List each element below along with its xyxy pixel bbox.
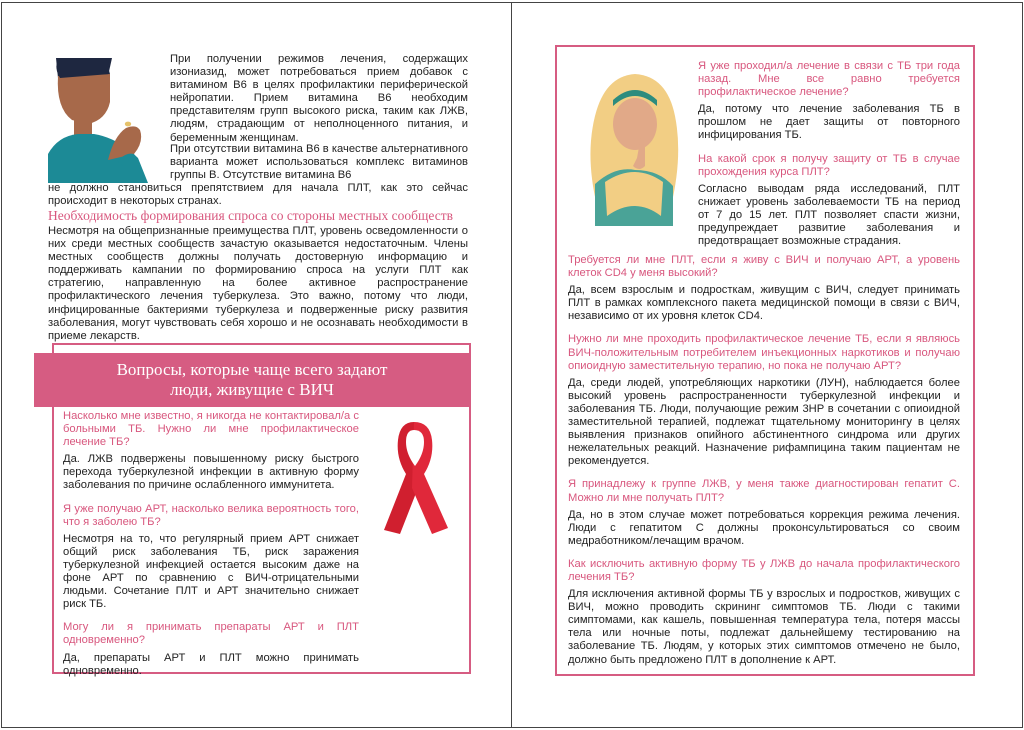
faq-question: Я уже получаю АРТ, насколько велика вероятность того, что я заболею ТБ? — [63, 502, 359, 528]
faq-answer: Согласно выводам ряда исследований, ПЛТ снижает уровень заболеваемости ТБ на период от 7 до 15 лет. ПЛТ позволяет спасти жизни, предупреждает развитие заболевания и предотвращает возможные страдания. — [698, 182, 960, 248]
intro-paragraph-1: При получении режимов лечения, содержащих изониазид, может потребоваться прием добавок с витамином B6 в целях профилактики периферической нейропатии. Прием витамина B6 необходим представителям групп высокого риска, таким как ЛЖВ, людям, страдающим от неполноценного питания, и беременным женщинам. — [170, 53, 468, 144]
faq-item — [698, 153, 960, 249]
faq-item — [568, 333, 960, 468]
section-text: Несмотря на общепризнанные преимущества ПЛТ, уровень осведомленности о них среди местных сообществ зачастую оказывается недостаточным. Члены местных сообществ должны получать достоверную информацию и поддерживать кампании по формированию спроса на услуги ПЛТ как стратегию, направленную на более активное распространение профилактического лечения туберкулеза. Это важно, потому что люди, инфицированные бактериями туберкулеза и подверженные риску развития заболевания, могут чувствовать себя хорошо и не осознавать необходимости в приеме лекарств. — [48, 225, 468, 342]
faq-list-left — [63, 410, 359, 688]
faq-item — [568, 558, 960, 667]
faq-item — [568, 478, 960, 547]
thinking-woman-illustration — [575, 66, 693, 226]
faq-item — [63, 410, 359, 493]
section-heading: Необходимость формирования спроса со стороны местных сообществ — [48, 208, 453, 223]
faq-question: Я уже проходил/а лечение в связи с ТБ три года назад. Мне все равно требуется профилактическое лечение? — [698, 60, 960, 99]
red-ribbon-icon — [378, 418, 452, 538]
faq-answer: Да, среди людей, употребляющих наркотики (ЛУН), наблюдается более высокий уровень распространенности туберкулезной инфекции и заболевания ТБ. Люди, получающие режим 3HP в сочетании с опиоидной заместительной терапией, подлежат тщательному мониторингу в целях выявления признаков опийного абстинентного синдрома или других нежелательных реакций. Назначение рифампицина таким пациентам не рекомендуется. — [568, 376, 960, 468]
faq-item — [63, 503, 359, 612]
faq-answer: Да, препараты АРТ и ПЛТ можно принимать одновременно. — [63, 651, 359, 677]
banner-line-2: люди, живущие с ВИЧ — [170, 380, 334, 399]
faq-item — [568, 254, 960, 323]
faq-answer: Да, потому что лечение заболевания ТБ в прошлом не дает защиты от повторного инфицирования ТБ. — [698, 103, 960, 142]
faq-answer: Несмотря на то, что регулярный прием АРТ снижает общий риск заболевания ТБ, риск заражения туберкулезной инфекцией остается высоким даже на фоне АРТ по сравнению с ВИЧ-отрицательными людьми. Сочетание ПЛТ и АРТ значительно снижает риск ТБ. — [63, 532, 359, 611]
faq-item — [63, 621, 359, 677]
faq-question: Насколько мне известно, я никогда не контактировал/а с больными ТБ. Нужно ли мне профилактическое лечение ТБ? — [63, 410, 359, 449]
faq-banner — [34, 353, 470, 407]
faq-question: Как исключить активную форму ТБ у ЛЖВ до начала профилактического лечения ТБ? — [568, 557, 960, 583]
faq-answer: Да, но в этом случае может потребоваться коррекция режима лечения. Люди с гепатитом C должны проконсультироваться со своим медработником/лечащим врачом. — [568, 508, 960, 547]
faq-question: На какой срок я получу защиту от ТБ в случае прохождения курса ПЛТ? — [698, 152, 960, 178]
faq-answer: Для исключения активной формы ТБ у взрослых и подростков, живущих с ВИЧ, можно проводить скрининг симптомов ТБ. Люди с такими симптомами, как кашель, повышенная температура тела, потеря массы тела или ночные поты, подлежат дальнейшему тестированию на заболевание ТБ. Людям, у которых этих симптомов отмечено не было, должно быть предложено ПЛТ в дополнение к АРТ. — [568, 588, 960, 666]
faq-question: Нужно ли мне проходить профилактическое лечение ТБ, если я являюсь ВИЧ-положительным потребителем инъекционных наркотиков и получаю опиоидную заместительную терапию, но пока не получаю АРТ? — [568, 333, 960, 372]
intro-paragraph-2b: не должно становиться препятствием для начала ПЛТ, как это сейчас происходит в некоторых странах. — [48, 182, 468, 208]
banner-line-1: Вопросы, которые чаще всего задают — [116, 360, 388, 379]
faq-list-right — [568, 254, 960, 677]
faq-question: Требуется ли мне ПЛТ, если я живу с ВИЧ и получаю АРТ, а уровень клеток CD4 у меня высокий? — [568, 254, 960, 280]
faq-question: Могу ли я принимать препараты АРТ и ПЛТ одновременно? — [63, 621, 359, 647]
faq-item — [698, 60, 960, 143]
man-taking-pill-illustration — [48, 58, 160, 183]
intro-paragraph-2a: При отсутствии витамина B6 в качестве альтернативного варианта может использоваться комплекс витаминов группы B. Отсутствие витамина B6 — [170, 143, 468, 182]
faq-top-list — [698, 60, 960, 258]
faq-answer: Да, всем взрослым и подросткам, живущим с ВИЧ, следует принимать ПЛТ в рамках комплексного пакета медицинской помощи в связи с ВИЧ, независимо от их уровня клеток CD4. — [568, 284, 960, 323]
faq-answer: Да. ЛЖВ подвержены повышенному риску быстрого перехода туберкулезной инфекции в активную форму заболевания по причине ослабленного иммунитета. — [63, 453, 359, 492]
faq-question: Я принадлежу к группе ЛЖВ, у меня также диагностирован гепатит C. Можно ли мне получать ПЛТ? — [568, 478, 960, 504]
